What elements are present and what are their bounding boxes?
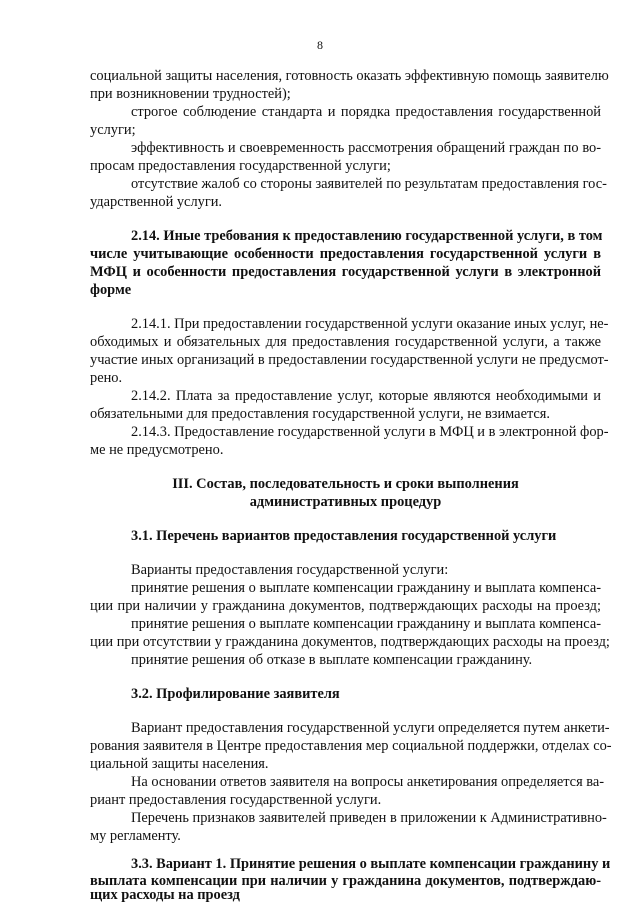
paragraph-line: 2.14.3. Предоставление государственной услуги в МФЦ и в электронной фор- xyxy=(131,424,609,440)
paragraph-line: Варианты предоставления государственной услуги: xyxy=(131,562,449,578)
paragraph-line: Перечень признаков заявителей приведен в приложении к Административно- xyxy=(131,810,607,826)
paragraph-line: Вариант предоставления государственной услуги определяется путем анкети- xyxy=(131,720,610,736)
paragraph-line: строгое соблюдение стандарта и порядка предоставления государственной xyxy=(131,104,601,120)
paragraph-line: На основании ответов заявителя на вопросы анкетирования определяется ва- xyxy=(131,774,605,790)
paragraph-line: риант предоставления государственной услуги. xyxy=(90,792,382,808)
paragraph-line: просам предоставления государственной услуги; xyxy=(90,158,391,174)
section-heading: 3.2. Профилирование заявителя xyxy=(131,686,340,702)
paragraph-line: принятие решения об отказе в выплате компенсации гражданину. xyxy=(131,652,533,668)
paragraph-line: отсутствие жалоб со стороны заявителей по результатам предоставления гос- xyxy=(131,176,607,192)
section-heading: выплата компенсации при наличии у гражданина документов, подтверждаю- xyxy=(90,873,601,889)
chapter-heading: административных процедур xyxy=(249,494,442,510)
paragraph-line: принятие решения о выплате компенсации гражданину и выплата компенса- xyxy=(131,580,601,596)
section-heading: 3.1. Перечень вариантов предоставления государственной услуги xyxy=(131,528,557,544)
section-heading: щих расходы на проезд xyxy=(90,887,240,903)
paragraph-line: циальной защиты населения. xyxy=(90,756,269,772)
paragraph-line: обходимых и обязательных для предоставления государственной услуги, а также xyxy=(90,334,601,350)
paragraph-line: при возникновении трудностей); xyxy=(90,86,291,102)
paragraph-line: рено. xyxy=(90,370,123,386)
paragraph-line: социальной защиты населения, готовность оказать эффективную помощь заявителю xyxy=(90,68,609,84)
chapter-heading: III. Состав, последовательность и сроки выполнения xyxy=(172,476,519,492)
page-number: 8 xyxy=(317,38,323,52)
paragraph-line: ударственной услуги. xyxy=(90,194,223,210)
paragraph-line: услуги; xyxy=(90,122,136,138)
paragraph-line: 2.14.1. При предоставлении государственной услуги оказание иных услуг, не- xyxy=(131,316,609,332)
paragraph-line: ции при отсутствии у гражданина документов, подтверждающих расходы на проезд; xyxy=(90,634,610,650)
paragraph-line: принятие решения о выплате компенсации гражданину и выплата компенса- xyxy=(131,616,601,632)
section-heading: числе учитывающие особенности предоставления государственной услуги в xyxy=(90,246,601,262)
paragraph-line: рования заявителя в Центре предоставления мер социальной поддержки, отделах со- xyxy=(90,738,612,754)
section-heading: МФЦ и особенности предоставления государственной услуги в электронной xyxy=(90,264,601,280)
section-heading: форме xyxy=(90,282,132,298)
paragraph-line: му регламенту. xyxy=(90,828,181,844)
paragraph-line: 2.14.2. Плата за предоставление услуг, которые являются необходимыми и xyxy=(131,388,601,404)
paragraph-line: обязательными для предоставления государственной услуги, не взимается. xyxy=(90,406,551,422)
paragraph-line: ции при наличии у гражданина документов, подтверждающих расходы на проезд; xyxy=(90,598,601,614)
section-heading: 2.14. Иные требования к предоставлению государственной услуги, в том xyxy=(131,228,603,244)
paragraph-line: ме не предусмотрено. xyxy=(90,442,224,458)
section-heading: 3.3. Вариант 1. Принятие решения о выплате компенсации гражданину и xyxy=(131,856,611,872)
paragraph-line: участие иных организаций в предоставлении государственной услуги не предусмот- xyxy=(90,352,609,368)
paragraph-line: эффективность и своевременность рассмотрения обращений граждан по во- xyxy=(131,140,601,156)
